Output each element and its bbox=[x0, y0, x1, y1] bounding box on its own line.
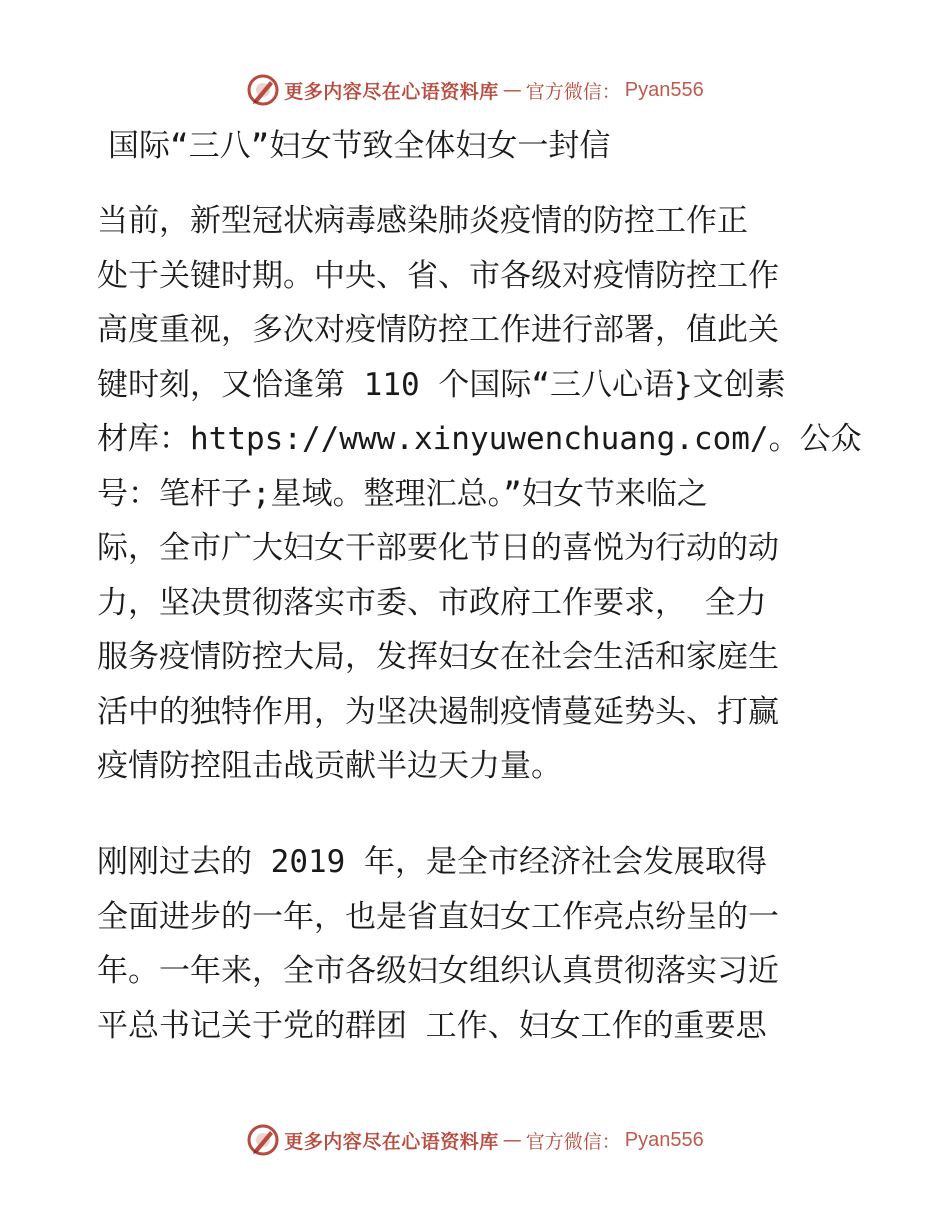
paragraph-1 bbox=[97, 194, 862, 794]
banner-wechat-label: 官方微信： bbox=[525, 1130, 621, 1153]
paragraph-line: 材库：https://www.xinyuwenchuang.com/。公众 bbox=[97, 421, 862, 457]
banner-slogan: 更多内容尽在心语资料库 bbox=[284, 1130, 499, 1153]
paragraph-line: 年。一年来，全市各级妇女组织认真贯彻落实习近 bbox=[97, 953, 779, 989]
paragraph-line: 疫情防控阻击战贡献半边天力量。 bbox=[97, 748, 562, 784]
paragraph-line: 号：笔杆子;星域。整理汇总。”妇女节来临之 bbox=[97, 475, 708, 512]
paragraph-line: 当前，新型冠状病毒感染肺炎疫情的防控工作正 bbox=[97, 203, 748, 239]
paragraph-2 bbox=[97, 835, 857, 1053]
brand-logo-icon bbox=[246, 1123, 280, 1157]
paragraph-line: 全面进步的一年，也是省直妇女工作亮点纷呈的一 bbox=[97, 898, 779, 935]
paragraph-line: 处于关键时期。中央、省、市各级对疫情防控工作 bbox=[97, 257, 779, 294]
document-title: 国际“三八”妇女节致全体妇女一封信 bbox=[108, 128, 611, 164]
footer-banner bbox=[0, 1120, 950, 1160]
paragraph-line: 力，坚决贯彻落实市委、市政府工作要求， 全力 bbox=[97, 584, 767, 621]
banner-separator: — bbox=[502, 79, 522, 101]
banner-slogan: 更多内容尽在心语资料库 bbox=[284, 80, 499, 103]
paragraph-line: 平总书记关于党的群团 工作、妇女工作的重要思 bbox=[97, 1007, 767, 1044]
paragraph-line: 活中的独特作用，为坚决遏制疫情蔓延势头、打赢 bbox=[97, 693, 779, 730]
brand-logo-icon bbox=[246, 73, 280, 107]
paragraph-line: 键时刻，又恰逢第 110 个国际“三八心语}文创素 bbox=[97, 366, 786, 403]
paragraph-line: 服务疫情防控大局，发挥妇女在社会生活和家庭生 bbox=[97, 639, 779, 675]
banner-wechat-id: Pyan556 bbox=[624, 78, 704, 101]
paragraph-line: 高度重视，多次对疫情防控工作进行部署，值此关 bbox=[97, 312, 779, 348]
paragraph-line: 刚刚过去的 2019 年，是全市经济社会发展取得 bbox=[97, 844, 767, 880]
banner-wechat-id: Pyan556 bbox=[624, 1128, 704, 1151]
paragraph-line: 际，全市广大妇女干部要化节日的喜悦为行动的动 bbox=[97, 530, 779, 566]
banner-separator: — bbox=[502, 1129, 522, 1151]
header-banner bbox=[0, 70, 950, 110]
banner-wechat-label: 官方微信： bbox=[525, 80, 621, 103]
